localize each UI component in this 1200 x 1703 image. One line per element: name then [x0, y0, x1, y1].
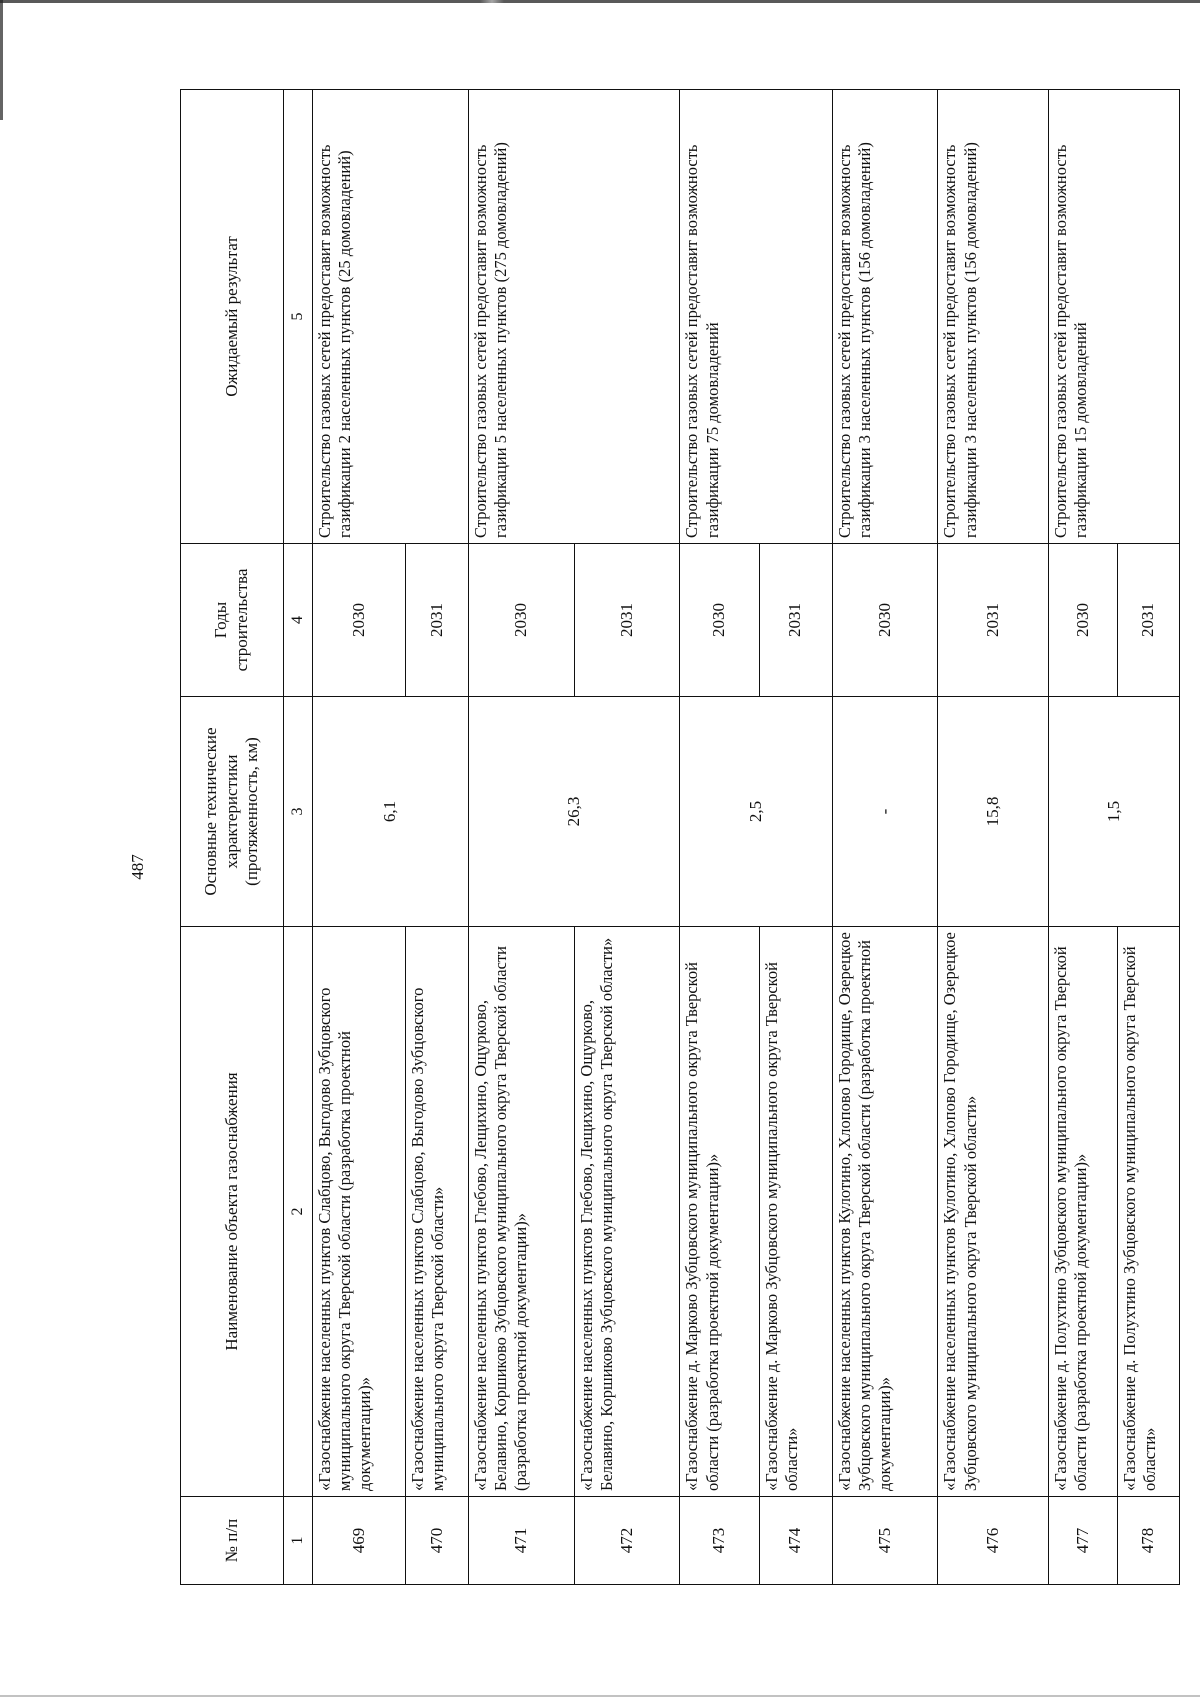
table-row [680, 90, 759, 1585]
construction-year: 2030 [832, 544, 938, 697]
row-number: 474 [759, 1497, 832, 1585]
table-row [1049, 90, 1118, 1585]
column-number: 4 [284, 544, 313, 697]
construction-year: 2031 [1118, 544, 1180, 697]
row-number: 471 [469, 1497, 575, 1585]
length-km: 1,5 [1049, 697, 1180, 927]
row-number: 470 [406, 1497, 469, 1585]
header-num: № п/п [181, 1497, 284, 1585]
object-name: «Газоснабжение населенных пунктов Кулотино, Хлопово Городище, Озерецкое Зубцовского муниципального округа Тверской области (разработка проектной документации)» [832, 927, 938, 1497]
construction-year: 2030 [680, 544, 759, 697]
expected-result: Строительство газовых сетей предоставит возможность газификации 3 населенных пунктов (156 домовладений) [938, 90, 1049, 544]
header-result: Ожидаемый результат [181, 90, 284, 544]
object-name: «Газоснабжение населенных пунктов Слабцово, Выгодово Зубцовского муниципального округа Тверской области» [406, 927, 469, 1497]
object-name: «Газоснабжение д. Марково Зубцовского муниципального округа Тверской области» [759, 927, 832, 1497]
scan-edge-left [0, 0, 3, 120]
row-number: 478 [1118, 1497, 1180, 1585]
column-number: 3 [284, 697, 313, 927]
row-number: 473 [680, 1497, 759, 1585]
expected-result: Строительство газовых сетей предоставит возможность газификации 2 населенных пунктов (25 домовладений) [313, 90, 469, 544]
header-length: Основные технические характеристики (протяженность, км) [181, 697, 284, 927]
length-km: - [832, 697, 938, 927]
length-km: 15,8 [938, 697, 1049, 927]
object-name: «Газоснабжение населенных пунктов Глебово, Лещихино, Ощурково, Белавино, Коршиково Зубцовского муниципального округа Тверской области» [574, 927, 680, 1497]
row-number: 477 [1049, 1497, 1118, 1585]
construction-year: 2031 [406, 544, 469, 697]
row-number: 476 [938, 1497, 1049, 1585]
length-km: 26,3 [469, 697, 680, 927]
construction-year: 2031 [759, 544, 832, 697]
expected-result: Строительство газовых сетей предоставит возможность газификации 15 домовладений [1049, 90, 1180, 544]
construction-year: 2030 [469, 544, 575, 697]
object-name: «Газоснабжение д. Марково Зубцовского муниципального округа Тверской области (разработка проектной документации)» [680, 927, 759, 1497]
row-number: 469 [313, 1497, 406, 1585]
construction-year: 2031 [574, 544, 680, 697]
page-number: 487 [128, 854, 147, 880]
column-number: 1 [284, 1497, 313, 1585]
header-years: Годы строительства [181, 544, 284, 697]
rotated-page-content [180, 90, 1180, 1585]
row-number: 475 [832, 1497, 938, 1585]
table-header-row [181, 90, 284, 1585]
object-name: «Газоснабжение населенных пунктов Кулотино, Хлопово Городище, Озерецкое Зубцовского муниципального округа Тверской области» [938, 927, 1049, 1497]
expected-result: Строительство газовых сетей предоставит возможность газификации 3 населенных пунктов (156 домовладений) [832, 90, 938, 544]
column-number: 5 [284, 90, 313, 544]
length-km: 2,5 [680, 697, 832, 927]
expected-result: Строительство газовых сетей предоставит возможность газификации 75 домовладений [680, 90, 832, 544]
construction-year: 2031 [938, 544, 1049, 697]
length-km: 6,1 [313, 697, 469, 927]
scan-edge-top [0, 0, 1200, 3]
table-row [832, 90, 938, 1585]
table-row [313, 90, 406, 1585]
scan-edge-bottom [0, 1695, 1200, 1697]
construction-year: 2030 [1049, 544, 1118, 697]
expected-result: Строительство газовых сетей предоставит возможность газификации 5 населенных пунктов (275 домовладений) [469, 90, 680, 544]
table-row [938, 90, 1049, 1585]
object-name: «Газоснабжение населенных пунктов Слабцово, Выгодово Зубцовского муниципального округа Тверской области (разработка проектной документации)» [313, 927, 406, 1497]
column-number: 2 [284, 927, 313, 1497]
object-name: «Газоснабжение населенных пунктов Глебово, Лещихино, Ощурково, Белавино, Коршиково Зубцовского муниципального округа Тверской области (разработка проектной документации)» [469, 927, 575, 1497]
gasification-table [180, 89, 1180, 1585]
header-name: Наименование объекта газоснабжения [181, 927, 284, 1497]
object-name: «Газоснабжение д. Полухтино Зубцовского муниципального округа Тверской области (разработка проектной документации)» [1049, 927, 1118, 1497]
table-row [469, 90, 575, 1585]
construction-year: 2030 [313, 544, 406, 697]
object-name: «Газоснабжение д. Полухтино Зубцовского муниципального округа Тверской области» [1118, 927, 1180, 1497]
column-numbers-row [284, 90, 313, 1585]
row-number: 472 [574, 1497, 680, 1585]
